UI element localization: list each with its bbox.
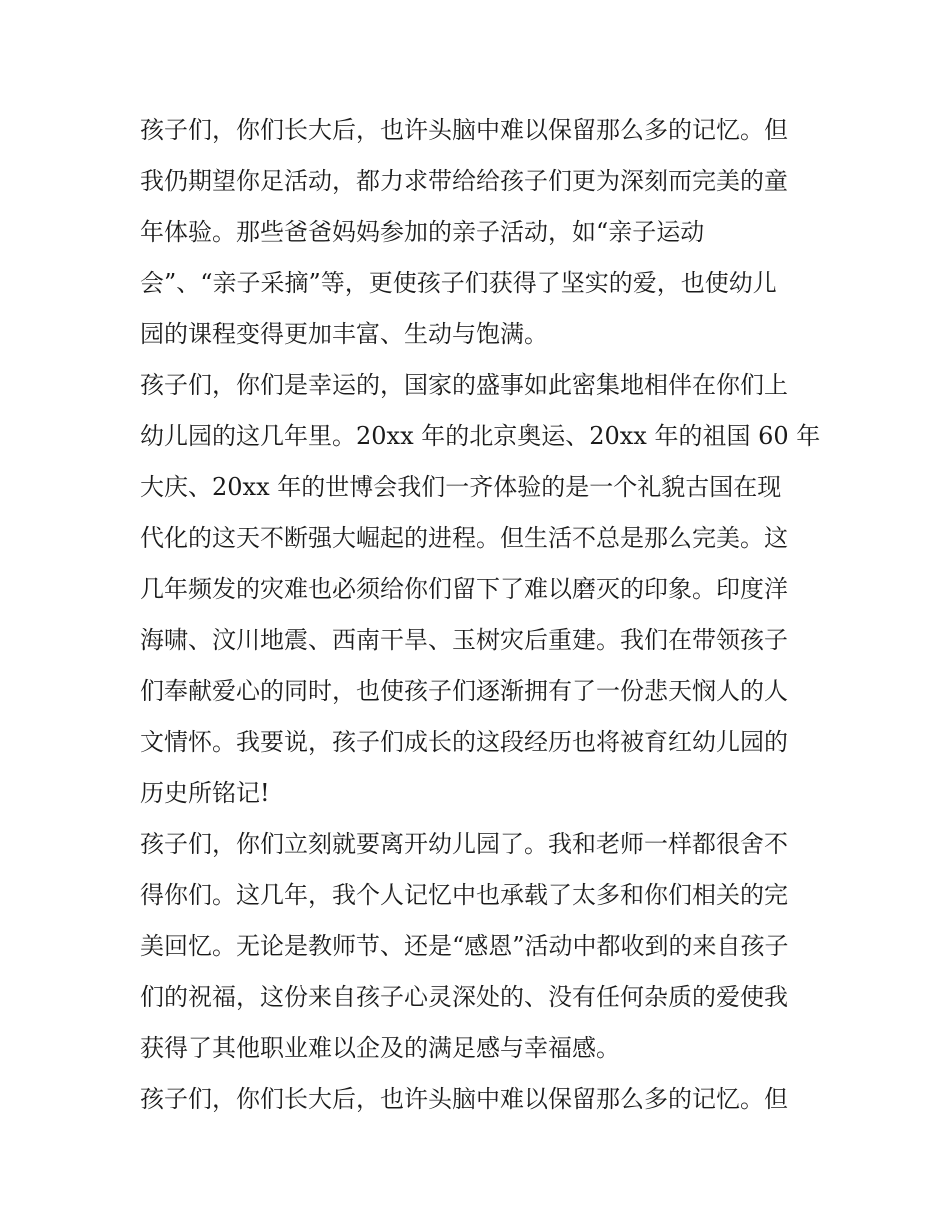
text-line: 几年频发的灾难也必须给你们留下了难以磨灭的印象。印度洋 [140,575,788,603]
text-line: 幼儿园的这几年里。20xx 年的北京奥运、20xx 年的祖国 60 年 [140,422,821,450]
text-line: 美回忆。无论是教师节、还是“感恩”活动中都收到的来自孩子 [140,932,789,960]
document-body [140,105,821,1125]
paragraph-2 [140,360,821,819]
text-line: 园的课程变得更加丰富、生动与饱满。 [140,320,548,348]
paragraph-4 [140,1074,815,1125]
text-line: 会”、“亲子采摘”等，更使孩子们获得了坚实的爱，也使幼儿 [140,269,777,297]
text-line: 孩子们，你们长大后，也许头脑中难以保留那么多的记忆。但 [140,116,788,144]
text-line: 得你们。这几年，我个人记忆中也承载了太多和你们相关的完 [140,881,788,909]
text-line: 大庆、20xx 年的世博会我们一齐体验的是一个礼貌古国在现 [140,473,782,501]
text-line: 历史所铭记! [140,779,270,807]
text-line: 文情怀。我要说，孩子们成长的这段经历也将被育红幼儿园的 [140,728,788,756]
text-line: 代化的这天不断强大崛起的进程。但生活不总是那么完美。这 [140,524,788,552]
text-line: 们的祝福，这份来自孩子心灵深处的、没有任何杂质的爱使我 [140,983,788,1011]
text-line: 孩子们，你们长大后，也许头脑中难以保留那么多的记忆。但 [140,1085,788,1113]
text-line: 海啸、汶川地震、西南干旱、玉树灾后重建。我们在带领孩子 [140,626,788,654]
text-line: 孩子们，你们是幸运的，国家的盛事如此密集地相伴在你们上 [140,371,788,399]
text-line: 孩子们，你们立刻就要离开幼儿园了。我和老师一样都很舍不 [140,830,788,858]
text-line: 我仍期望你足活动，都力求带给给孩子们更为深刻而完美的童 [140,167,788,195]
text-line: 们奉献爱心的同时，也使孩子们逐渐拥有了一份悲天悯人的人 [140,677,788,705]
paragraph-1 [140,105,815,360]
paragraph-3 [140,819,815,1074]
text-line: 年体验。那些爸爸妈妈参加的亲子活动，如“亲子运动 [140,218,705,246]
text-line: 获得了其他职业难以企及的满足感与幸福感。 [140,1034,620,1062]
